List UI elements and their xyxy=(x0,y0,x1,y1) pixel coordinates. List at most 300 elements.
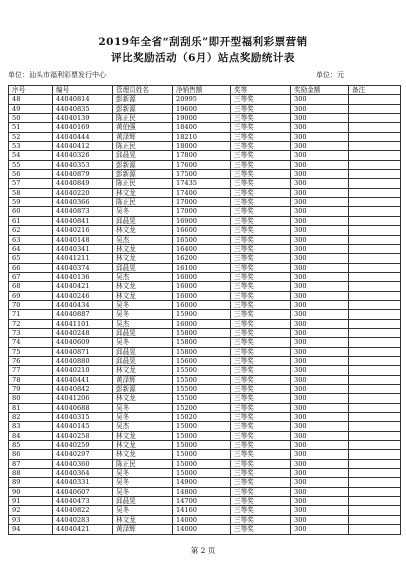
cell-remarks xyxy=(349,413,401,422)
header-prize-level: 奖等 xyxy=(231,86,291,95)
cell-seq: 60 xyxy=(9,207,53,216)
cell-prize-level: 三等奖 xyxy=(231,515,291,524)
cell-net-sales: 15200 xyxy=(173,403,231,412)
cell-code: 44040609 xyxy=(53,338,113,347)
cell-remarks xyxy=(349,300,401,309)
table-row xyxy=(9,123,401,132)
cell-prize-level: 三等奖 xyxy=(231,319,291,328)
table-row xyxy=(9,441,401,450)
cell-seq: 80 xyxy=(9,394,53,403)
table-row xyxy=(9,459,401,468)
cell-prize-level: 三等奖 xyxy=(231,506,291,515)
cell-code: 44040216 xyxy=(53,226,113,235)
cell-prize-level: 三等奖 xyxy=(231,347,291,356)
table-row xyxy=(9,413,401,422)
cell-prize-level: 三等奖 xyxy=(231,497,291,506)
cell-manager: 吴冬 xyxy=(113,506,173,515)
cell-remarks xyxy=(349,366,401,375)
cell-award-amount: 300 xyxy=(291,515,349,524)
cell-award-amount: 300 xyxy=(291,216,349,225)
cell-net-sales: 16100 xyxy=(173,263,231,272)
cell-manager: 吴杰 xyxy=(113,235,173,244)
cell-code: 44040360 xyxy=(53,459,113,468)
cell-code: 44040145 xyxy=(53,422,113,431)
cell-net-sales: 16500 xyxy=(173,235,231,244)
table-row xyxy=(9,300,401,309)
cell-seq: 49 xyxy=(9,104,53,113)
table-row xyxy=(9,198,401,207)
cell-seq: 65 xyxy=(9,254,53,263)
cell-net-sales: 15000 xyxy=(173,450,231,459)
cell-seq: 52 xyxy=(9,132,53,141)
table-header-row xyxy=(9,86,401,95)
cell-manager: 彭新源 xyxy=(113,385,173,394)
cell-net-sales: 15500 xyxy=(173,394,231,403)
cell-net-sales: 20995 xyxy=(173,95,231,104)
cell-remarks xyxy=(349,216,401,225)
cell-code: 44040842 xyxy=(53,385,113,394)
cell-award-amount: 300 xyxy=(291,207,349,216)
table-row xyxy=(9,114,401,123)
header-seq: 序号 xyxy=(9,86,53,95)
cell-prize-level: 三等奖 xyxy=(231,478,291,487)
cell-manager: 吴冬 xyxy=(113,300,173,309)
cell-prize-level: 三等奖 xyxy=(231,216,291,225)
cell-seq: 74 xyxy=(9,338,53,347)
cell-code: 44040444 xyxy=(53,132,113,141)
cell-manager: 彭新源 xyxy=(113,170,173,179)
cell-seq: 86 xyxy=(9,450,53,459)
cell-manager: 林文龙 xyxy=(113,188,173,197)
cell-code: 44040139 xyxy=(53,114,113,123)
cell-remarks xyxy=(349,179,401,188)
cell-award-amount: 300 xyxy=(291,422,349,431)
cell-seq: 84 xyxy=(9,431,53,440)
cell-prize-level: 三等奖 xyxy=(231,132,291,141)
cell-prize-level: 三等奖 xyxy=(231,207,291,216)
cell-code: 44040434 xyxy=(53,300,113,309)
table-row xyxy=(9,235,401,244)
cell-manager: 陈正民 xyxy=(113,142,173,151)
cell-net-sales: 17500 xyxy=(173,170,231,179)
page-number: 第 2 页 xyxy=(190,546,216,555)
cell-prize-level: 三等奖 xyxy=(231,179,291,188)
cell-prize-level: 三等奖 xyxy=(231,123,291,132)
cell-seq: 82 xyxy=(9,413,53,422)
cell-award-amount: 300 xyxy=(291,226,349,235)
table-row xyxy=(9,188,401,197)
cell-prize-level: 三等奖 xyxy=(231,226,291,235)
table-row xyxy=(9,403,401,412)
cell-award-amount: 300 xyxy=(291,394,349,403)
cell-net-sales: 17435 xyxy=(173,179,231,188)
cell-remarks xyxy=(349,338,401,347)
cell-code: 44041206 xyxy=(53,394,113,403)
cell-net-sales: 17000 xyxy=(173,198,231,207)
cell-seq: 93 xyxy=(9,515,53,524)
cell-manager: 吴冬 xyxy=(113,487,173,496)
cell-manager: 林文龙 xyxy=(113,366,173,375)
cell-prize-level: 三等奖 xyxy=(231,188,291,197)
cell-prize-level: 三等奖 xyxy=(231,356,291,365)
cell-remarks xyxy=(349,151,401,160)
cell-code: 44040353 xyxy=(53,160,113,169)
table-row xyxy=(9,478,401,487)
cell-prize-level: 三等奖 xyxy=(231,525,291,534)
cell-remarks xyxy=(349,142,401,151)
cell-remarks xyxy=(349,347,401,356)
cell-manager: 邱晨晃 xyxy=(113,328,173,337)
cell-remarks xyxy=(349,207,401,216)
table-row xyxy=(9,104,401,113)
cell-net-sales: 15900 xyxy=(173,310,231,319)
cell-net-sales: 14000 xyxy=(173,525,231,534)
cell-seq: 57 xyxy=(9,179,53,188)
table-row xyxy=(9,347,401,356)
cell-remarks xyxy=(349,487,401,496)
cell-net-sales: 15600 xyxy=(173,356,231,365)
header-net-sales: 净销售额 xyxy=(173,86,231,95)
cell-manager: 陈正民 xyxy=(113,459,173,468)
cell-net-sales: 15500 xyxy=(173,385,231,394)
table-row xyxy=(9,179,401,188)
cell-prize-level: 三等奖 xyxy=(231,244,291,253)
cell-net-sales: 16000 xyxy=(173,282,231,291)
cell-net-sales: 16000 xyxy=(173,272,231,281)
cell-code: 44040441 xyxy=(53,375,113,384)
cell-net-sales: 15500 xyxy=(173,366,231,375)
table-row xyxy=(9,319,401,328)
cell-code: 44040246 xyxy=(53,291,113,300)
cell-manager: 黄伯强 xyxy=(113,123,173,132)
cell-remarks xyxy=(349,394,401,403)
cell-prize-level: 三等奖 xyxy=(231,385,291,394)
cell-remarks xyxy=(349,104,401,113)
cell-remarks xyxy=(349,235,401,244)
cell-award-amount: 300 xyxy=(291,487,349,496)
cell-award-amount: 300 xyxy=(291,282,349,291)
cell-award-amount: 300 xyxy=(291,151,349,160)
cell-net-sales: 14700 xyxy=(173,497,231,506)
cell-code: 44040283 xyxy=(53,515,113,524)
table-row xyxy=(9,394,401,403)
cell-remarks xyxy=(349,123,401,132)
cell-remarks xyxy=(349,170,401,179)
cell-manager: 吴杰 xyxy=(113,422,173,431)
cell-seq: 75 xyxy=(9,347,53,356)
cell-manager: 吴杰 xyxy=(113,319,173,328)
cell-net-sales: 15500 xyxy=(173,375,231,384)
table-row xyxy=(9,132,401,141)
cell-award-amount: 300 xyxy=(291,300,349,309)
cell-remarks xyxy=(349,310,401,319)
cell-code: 44040315 xyxy=(53,413,113,422)
cell-prize-level: 三等奖 xyxy=(231,366,291,375)
cell-prize-level: 三等奖 xyxy=(231,254,291,263)
cell-code: 44040887 xyxy=(53,310,113,319)
issuer-unit: 单位：汕头市福利彩票发行中心 xyxy=(8,71,106,79)
cell-net-sales: 17400 xyxy=(173,188,231,197)
cell-manager: 吴冬 xyxy=(113,207,173,216)
cell-manager: 邱晨晃 xyxy=(113,151,173,160)
header-award-amount: 奖励金额 xyxy=(291,86,349,95)
cell-seq: 64 xyxy=(9,244,53,253)
cell-manager: 吴冬 xyxy=(113,403,173,412)
document-subtitle: 评比奖励活动（6月）站点奖励统计表 xyxy=(111,52,295,64)
table-row xyxy=(9,338,401,347)
cell-net-sales: 17800 xyxy=(173,151,231,160)
cell-manager: 陈正民 xyxy=(113,198,173,207)
cell-award-amount: 300 xyxy=(291,123,349,132)
cell-award-amount: 300 xyxy=(291,254,349,263)
cell-manager: 吴冬 xyxy=(113,469,173,478)
cell-net-sales: 14000 xyxy=(173,515,231,524)
cell-award-amount: 300 xyxy=(291,431,349,440)
cell-award-amount: 300 xyxy=(291,235,349,244)
header-remarks: 备注 xyxy=(349,86,401,95)
cell-seq: 67 xyxy=(9,272,53,281)
cell-remarks xyxy=(349,422,401,431)
header-manager: 管理员姓名 xyxy=(113,86,173,95)
cell-remarks xyxy=(349,254,401,263)
cell-award-amount: 300 xyxy=(291,356,349,365)
cell-prize-level: 三等奖 xyxy=(231,114,291,123)
cell-code: 44040148 xyxy=(53,235,113,244)
cell-manager: 陈正民 xyxy=(113,179,173,188)
cell-seq: 77 xyxy=(9,366,53,375)
table-row xyxy=(9,487,401,496)
cell-manager: 黄泽辉 xyxy=(113,375,173,384)
cell-remarks xyxy=(349,198,401,207)
cell-net-sales: 15800 xyxy=(173,338,231,347)
cell-manager: 彭新源 xyxy=(113,95,173,104)
table-row xyxy=(9,431,401,440)
cell-manager: 林文龙 xyxy=(113,394,173,403)
cell-remarks xyxy=(349,328,401,337)
cell-code: 44040607 xyxy=(53,487,113,496)
cell-remarks xyxy=(349,403,401,412)
cell-manager: 林文龙 xyxy=(113,431,173,440)
cell-manager: 黄泽辉 xyxy=(113,132,173,141)
cell-code: 44040871 xyxy=(53,347,113,356)
cell-net-sales: 15000 xyxy=(173,422,231,431)
cell-prize-level: 三等奖 xyxy=(231,431,291,440)
cell-prize-level: 三等奖 xyxy=(231,198,291,207)
cell-award-amount: 300 xyxy=(291,95,349,104)
cell-seq: 73 xyxy=(9,328,53,337)
cell-award-amount: 300 xyxy=(291,272,349,281)
cell-code: 44040473 xyxy=(53,497,113,506)
cell-prize-level: 三等奖 xyxy=(231,104,291,113)
table-row xyxy=(9,160,401,169)
table-row xyxy=(9,291,401,300)
cell-prize-level: 三等奖 xyxy=(231,441,291,450)
cell-net-sales: 18210 xyxy=(173,132,231,141)
cell-award-amount: 300 xyxy=(291,450,349,459)
table-row xyxy=(9,525,401,534)
cell-code: 44040366 xyxy=(53,198,113,207)
table-row xyxy=(9,207,401,216)
cell-award-amount: 300 xyxy=(291,497,349,506)
cell-seq: 71 xyxy=(9,310,53,319)
table-row xyxy=(9,142,401,151)
cell-code: 44040258 xyxy=(53,431,113,440)
cell-code: 44040169 xyxy=(53,123,113,132)
cell-manager: 陈正民 xyxy=(113,114,173,123)
cell-code: 44040326 xyxy=(53,151,113,160)
table-row xyxy=(9,254,401,263)
cell-remarks xyxy=(349,160,401,169)
cell-remarks xyxy=(349,244,401,253)
table-row xyxy=(9,385,401,394)
document-title: 2019年全省“刮刮乐”即开型福利彩票营销 xyxy=(98,36,308,48)
cell-seq: 87 xyxy=(9,459,53,468)
cell-net-sales: 16200 xyxy=(173,254,231,263)
cell-seq: 88 xyxy=(9,469,53,478)
cell-manager: 邱晨晃 xyxy=(113,356,173,365)
cell-award-amount: 300 xyxy=(291,375,349,384)
cell-code: 44040421 xyxy=(53,282,113,291)
table-row xyxy=(9,216,401,225)
cell-code: 44040873 xyxy=(53,207,113,216)
cell-net-sales: 16000 xyxy=(173,319,231,328)
cell-prize-level: 三等奖 xyxy=(231,338,291,347)
cell-remarks xyxy=(349,263,401,272)
cell-code: 44040822 xyxy=(53,506,113,515)
cell-code: 44040220 xyxy=(53,188,113,197)
cell-seq: 92 xyxy=(9,506,53,515)
cell-manager: 吴冬 xyxy=(113,413,173,422)
cell-manager: 邱晨晃 xyxy=(113,347,173,356)
cell-seq: 76 xyxy=(9,356,53,365)
cell-net-sales: 14800 xyxy=(173,487,231,496)
cell-remarks xyxy=(349,356,401,365)
table-row xyxy=(9,497,401,506)
cell-award-amount: 300 xyxy=(291,160,349,169)
cell-code: 44040849 xyxy=(53,179,113,188)
cell-net-sales: 15000 xyxy=(173,459,231,468)
cell-code: 44040136 xyxy=(53,272,113,281)
cell-prize-level: 三等奖 xyxy=(231,375,291,384)
cell-seq: 69 xyxy=(9,291,53,300)
cell-manager: 邱晨晃 xyxy=(113,263,173,272)
cell-award-amount: 300 xyxy=(291,525,349,534)
cell-prize-level: 三等奖 xyxy=(231,459,291,468)
cell-award-amount: 300 xyxy=(291,170,349,179)
cell-seq: 55 xyxy=(9,160,53,169)
cell-net-sales: 17000 xyxy=(173,207,231,216)
cell-remarks xyxy=(349,515,401,524)
cell-net-sales: 17600 xyxy=(173,160,231,169)
cell-award-amount: 300 xyxy=(291,263,349,272)
cell-remarks xyxy=(349,385,401,394)
cell-remarks xyxy=(349,450,401,459)
table-row xyxy=(9,151,401,160)
cell-seq: 61 xyxy=(9,216,53,225)
table-row xyxy=(9,310,401,319)
cell-net-sales: 19000 xyxy=(173,114,231,123)
cell-award-amount: 300 xyxy=(291,142,349,151)
cell-prize-level: 三等奖 xyxy=(231,300,291,309)
cell-award-amount: 300 xyxy=(291,441,349,450)
cell-manager: 林文龙 xyxy=(113,254,173,263)
table-row xyxy=(9,170,401,179)
cell-code: 44040841 xyxy=(53,216,113,225)
cell-net-sales: 16400 xyxy=(173,244,231,253)
cell-prize-level: 三等奖 xyxy=(231,235,291,244)
table-row xyxy=(9,244,401,253)
cell-seq: 94 xyxy=(9,525,53,534)
table-row xyxy=(9,95,401,104)
table-row xyxy=(9,515,401,524)
cell-manager: 林文龙 xyxy=(113,282,173,291)
cell-award-amount: 300 xyxy=(291,132,349,141)
table-row xyxy=(9,506,401,515)
cell-award-amount: 300 xyxy=(291,506,349,515)
cell-remarks xyxy=(349,272,401,281)
table-row xyxy=(9,226,401,235)
table-row xyxy=(9,263,401,272)
cell-award-amount: 300 xyxy=(291,104,349,113)
cell-net-sales: 15800 xyxy=(173,347,231,356)
cell-net-sales: 18400 xyxy=(173,123,231,132)
cell-remarks xyxy=(349,282,401,291)
cell-manager: 林文龙 xyxy=(113,244,173,253)
table-row xyxy=(9,272,401,281)
cell-award-amount: 300 xyxy=(291,244,349,253)
cell-manager: 黄泽辉 xyxy=(113,525,173,534)
cell-net-sales: 14900 xyxy=(173,478,231,487)
cell-prize-level: 三等奖 xyxy=(231,272,291,281)
cell-remarks xyxy=(349,95,401,104)
cell-manager: 彭新源 xyxy=(113,160,173,169)
cell-seq: 58 xyxy=(9,188,53,197)
cell-seq: 59 xyxy=(9,198,53,207)
cell-remarks xyxy=(349,188,401,197)
cell-remarks xyxy=(349,459,401,468)
cell-net-sales: 15000 xyxy=(173,441,231,450)
cell-code: 44040879 xyxy=(53,170,113,179)
cell-seq: 78 xyxy=(9,375,53,384)
cell-manager: 林文龙 xyxy=(113,226,173,235)
cell-prize-level: 三等奖 xyxy=(231,328,291,337)
cell-code: 44041101 xyxy=(53,319,113,328)
cell-award-amount: 300 xyxy=(291,291,349,300)
table-row xyxy=(9,469,401,478)
cell-manager: 林文龙 xyxy=(113,291,173,300)
table-row xyxy=(9,282,401,291)
currency-unit: 单位：元 xyxy=(316,71,344,79)
cell-seq: 62 xyxy=(9,226,53,235)
cell-award-amount: 300 xyxy=(291,198,349,207)
cell-code: 44040248 xyxy=(53,328,113,337)
cell-award-amount: 300 xyxy=(291,310,349,319)
cell-award-amount: 300 xyxy=(291,385,349,394)
cell-prize-level: 三等奖 xyxy=(231,291,291,300)
cell-code: 44040297 xyxy=(53,450,113,459)
cell-remarks xyxy=(349,291,401,300)
cell-seq: 68 xyxy=(9,282,53,291)
table-row xyxy=(9,328,401,337)
cell-code: 44040259 xyxy=(53,441,113,450)
cell-remarks xyxy=(349,478,401,487)
cell-manager: 林文龙 xyxy=(113,450,173,459)
cell-award-amount: 300 xyxy=(291,338,349,347)
cell-prize-level: 三等奖 xyxy=(231,263,291,272)
cell-seq: 72 xyxy=(9,319,53,328)
cell-code: 44040835 xyxy=(53,104,113,113)
cell-net-sales: 16000 xyxy=(173,300,231,309)
